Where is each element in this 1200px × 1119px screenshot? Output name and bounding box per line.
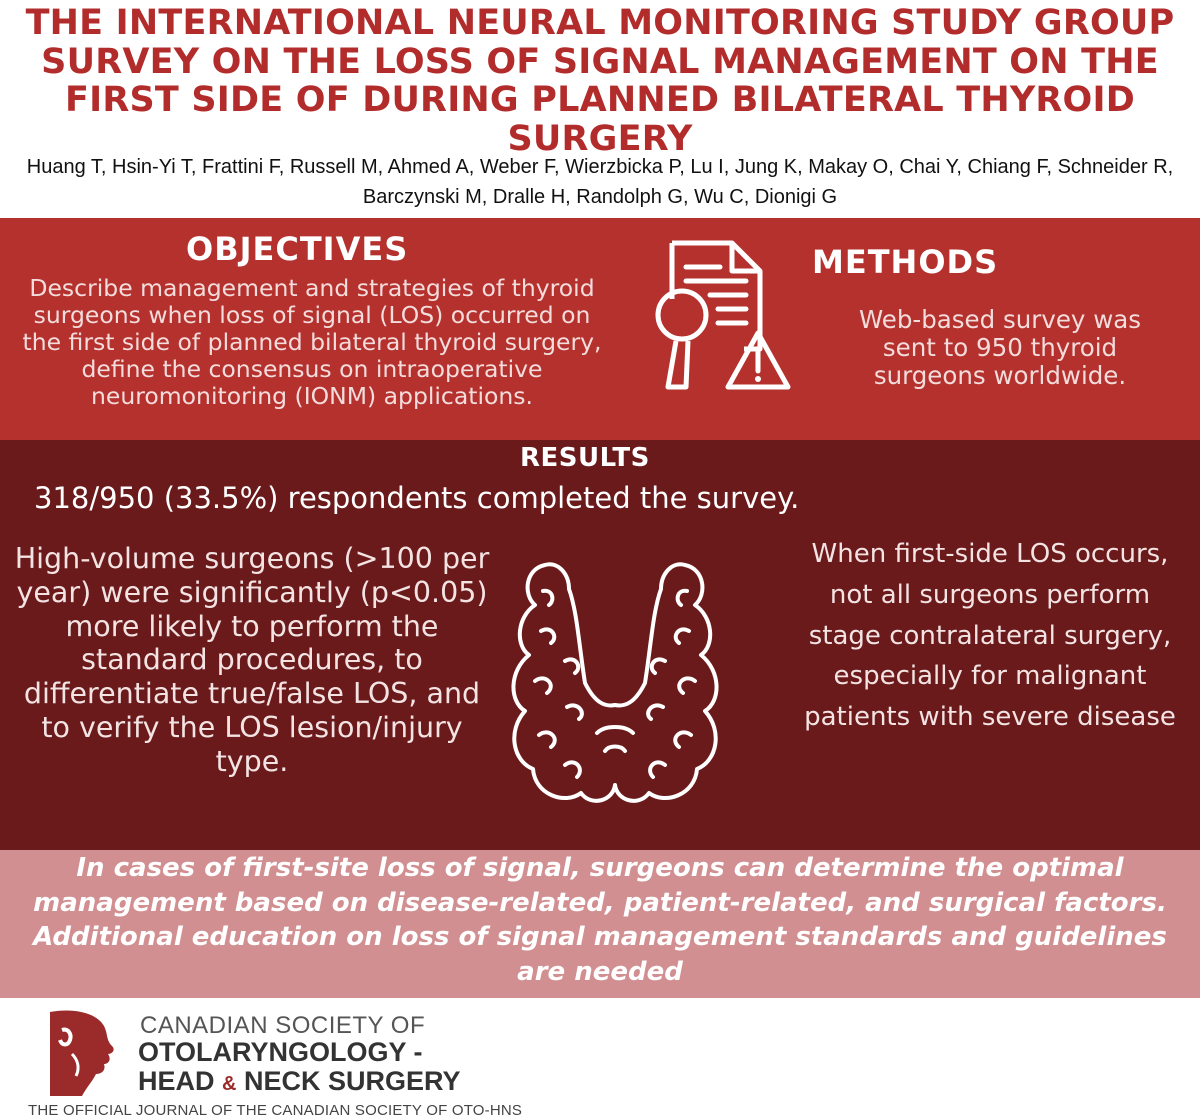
results-completion: 318/950 (33.5%) respondents completed the survey. xyxy=(34,481,800,515)
methods-heading: METHODS xyxy=(812,243,999,281)
results-first-side-text: When first-side LOS occurs, not all surgeons perform stage contralateral surgery, especially for malignant patients with severe disease xyxy=(804,539,1176,733)
objectives-text: Describe management and strategies of thyroid surgeons when loss of signal (LOS) occurred on the first side of planned bilateral thyroid surgery, define the consensus on intraoperative neuromonitoring (IONM) applications. xyxy=(22,274,602,410)
society-name-head: HEAD xyxy=(138,1066,215,1096)
journal-tagline: THE OFFICIAL JOURNAL OF THE CANADIAN SOCIETY OF OTO-HNS xyxy=(28,1102,523,1119)
head-profile-logo xyxy=(42,1008,132,1096)
results-high-volume-text: High-volume surgeons (>100 per year) were significantly (p<0.05) more likely to perform the standard procedures, to differentiate true/false LOS, and to verify the LOS lesion/injury type. xyxy=(14,542,490,778)
conclusion-text: In cases of first-site loss of signal, surgeons can determine the optimal management based on disease-related, patient-related, and surgical factors. Additional education on loss of signal management standards and guidelines are needed xyxy=(33,853,1167,987)
authors-list: Huang T, Hsin-Yi T, Frattini F, Russell M, Ahmed A, Weber F, Wierzbicka P, Lu I, Jung K, Makay O, Chai Y, Chiang F, Schneider R, Barczynski M, Dralle H, Randolph G, Wu C, Dionigi G xyxy=(26,156,1174,208)
page-title: THE INTERNATIONAL NEURAL MONITORING STUDY GROUP SURVEY ON THE LOSS OF SIGNAL MANAGEMENT ON THE FIRST SIDE OF DURING PLANNED BILATERAL THYROID SURGERY xyxy=(25,3,1175,159)
thyroid-icon xyxy=(495,555,735,815)
society-name-line3 xyxy=(138,1066,461,1097)
society-name-line2: OTOLARYNGOLOGY - xyxy=(138,1037,423,1067)
objectives-heading: OBJECTIVES xyxy=(186,230,409,268)
document-search-warning-icon xyxy=(640,237,800,397)
society-name-ampersand: & xyxy=(222,1073,237,1095)
society-name-line1: CANADIAN SOCIETY OF xyxy=(140,1012,426,1039)
methods-text: Web-based survey was sent to 950 thyroid surgeons worldwide. xyxy=(858,305,1142,390)
society-name-neck-surgery: NECK SURGERY xyxy=(244,1066,461,1096)
results-heading: RESULTS xyxy=(520,443,650,473)
